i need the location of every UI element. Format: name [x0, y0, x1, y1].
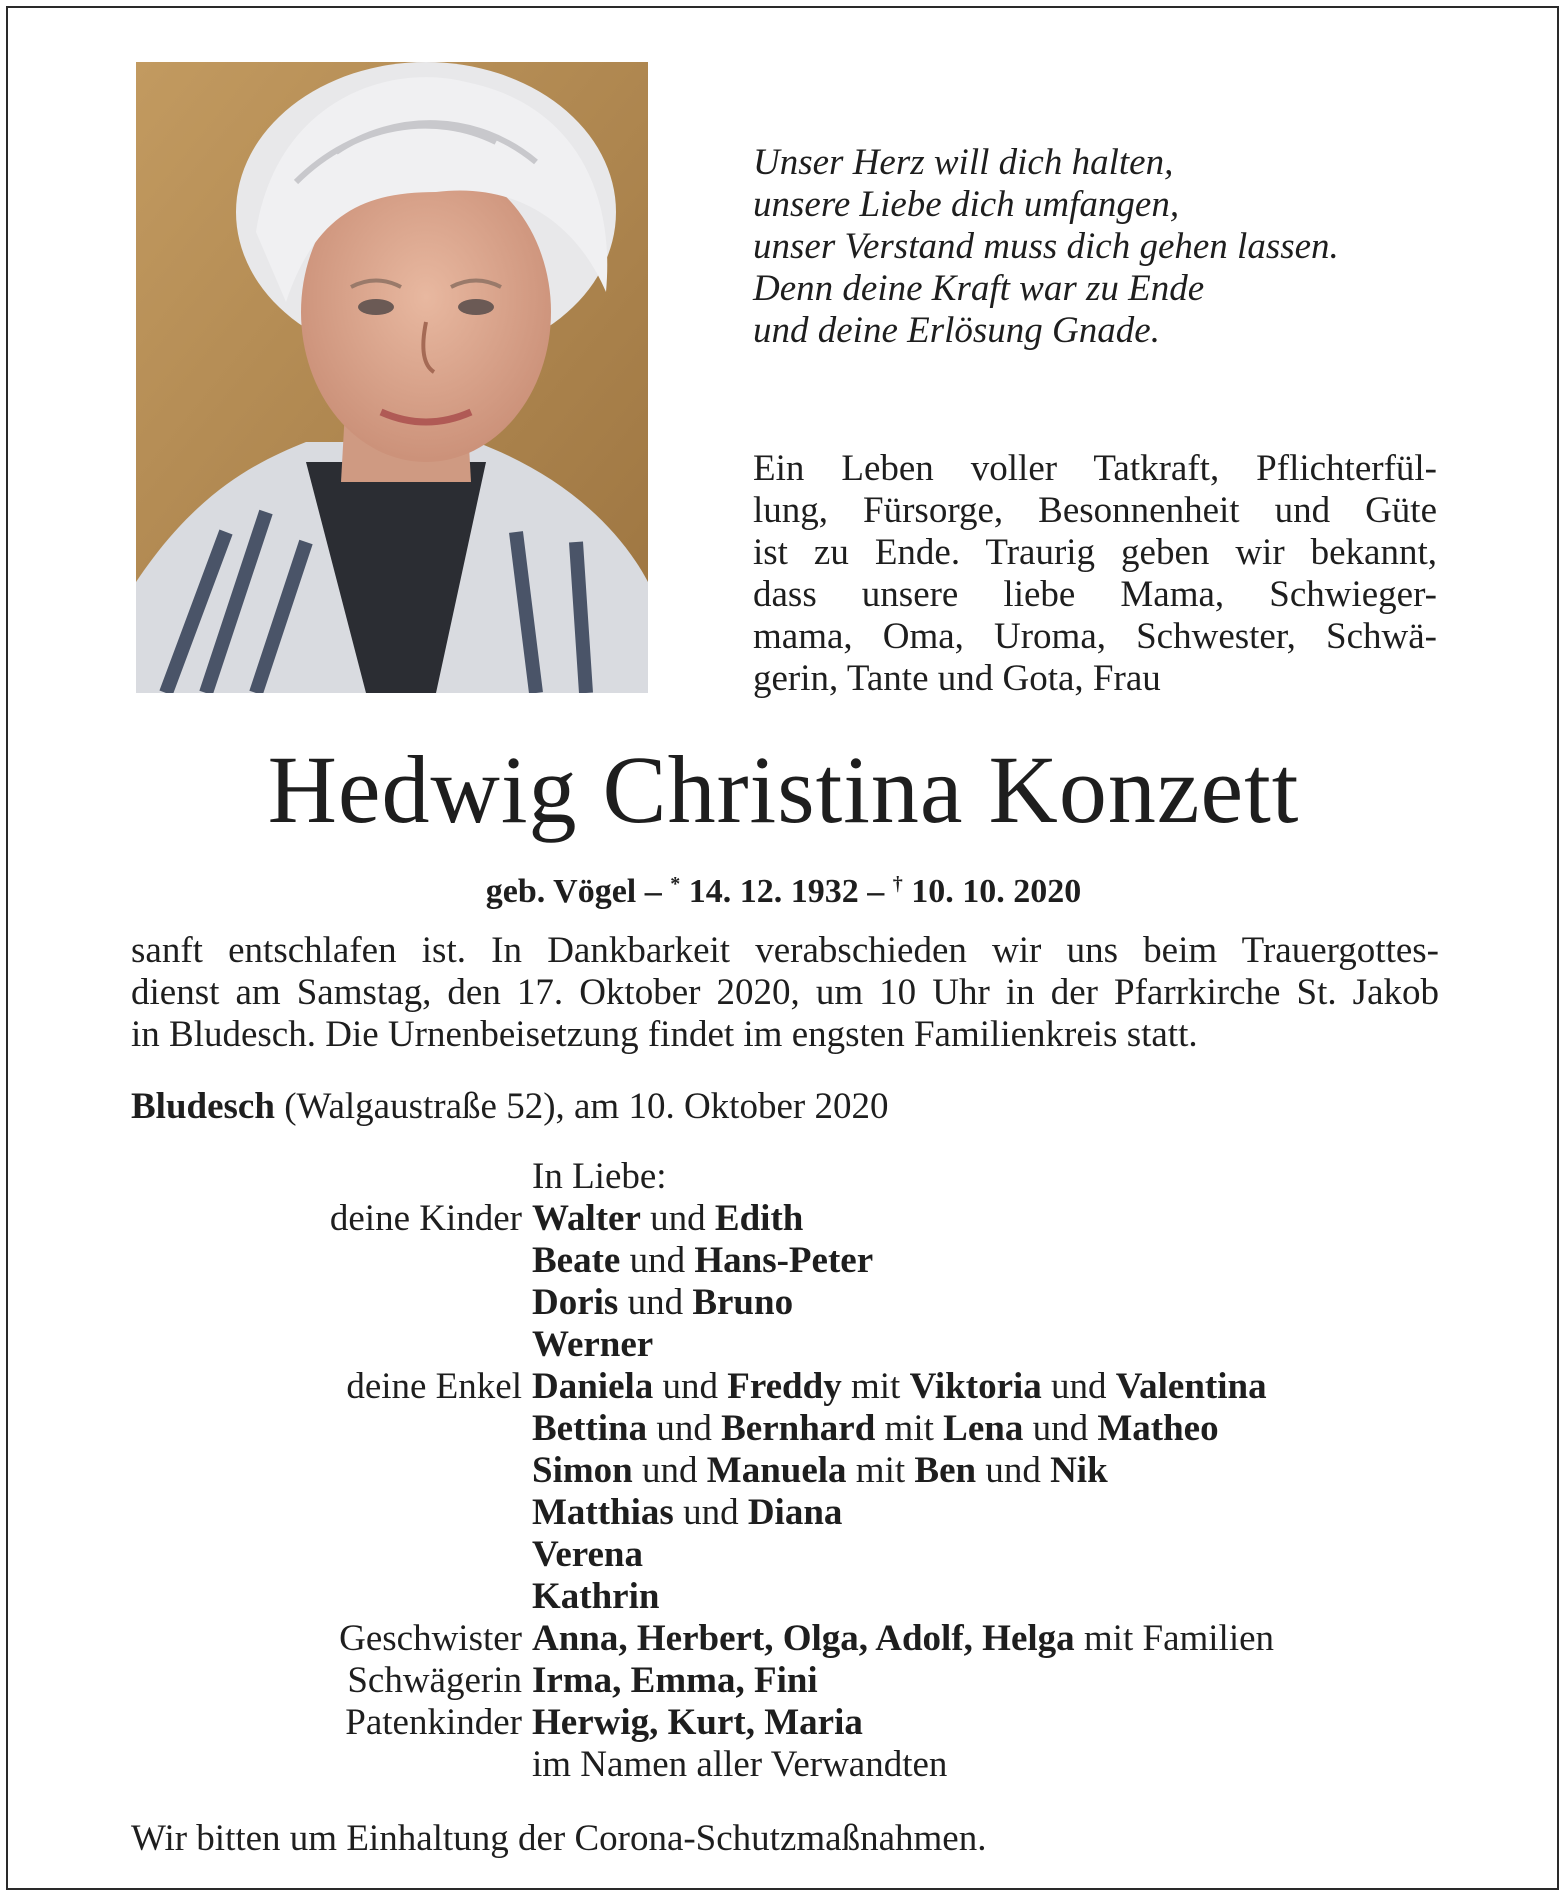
- death-date: 10. 10. 2020: [902, 873, 1082, 910]
- poem: [753, 142, 1473, 352]
- mourner-names: [532, 1198, 803, 1240]
- person-name: Diana: [747, 1492, 843, 1533]
- intro-paragraph: [753, 448, 1437, 700]
- poem-line: Denn deine Kraft war zu Ende: [753, 268, 1205, 309]
- mourner-row-siblings: [0, 1618, 1567, 1660]
- person-name: Hans-Peter: [694, 1240, 874, 1281]
- mourner-row-sisters-in-law: [0, 1660, 1567, 1702]
- mourner-row-children: [0, 1198, 1567, 1240]
- portrait-photo: [136, 62, 648, 693]
- mourner-names: [532, 1240, 873, 1282]
- poem-line: und deine Erlösung Gnade.: [753, 310, 1160, 351]
- person-name: Beate: [532, 1240, 621, 1281]
- mourner-row-grandchildren: [0, 1534, 1567, 1576]
- person-name: Lena: [943, 1408, 1024, 1449]
- connector-text: und: [647, 1408, 722, 1449]
- mourner-names: [532, 1492, 842, 1534]
- connector-text: und: [673, 1492, 748, 1533]
- relation-label: Schwägerin: [347, 1660, 522, 1701]
- mourner-names: [532, 1660, 818, 1702]
- birth-date: 14. 12. 1932: [680, 873, 859, 910]
- mourner-row-grandchildren: [0, 1366, 1567, 1408]
- person-name: Daniela: [532, 1366, 654, 1407]
- person-name: Kathrin: [532, 1576, 660, 1617]
- intro-line: mama, Oma, Uroma, Schwester, Schwä-: [753, 616, 1437, 657]
- person-name: Irma, Emma, Fini: [532, 1660, 818, 1701]
- connector-text: mit Familien: [1074, 1618, 1275, 1659]
- closing-row: [0, 1744, 1567, 1786]
- mourner-names: [532, 1408, 1219, 1450]
- date-separator: –: [858, 873, 893, 910]
- mourner-names: [532, 1534, 643, 1576]
- poem-line: unser Verstand muss dich gehen lassen.: [753, 226, 1339, 267]
- person-name: Edith: [714, 1198, 804, 1239]
- poem-line: unsere Liebe dich umfangen,: [753, 184, 1180, 225]
- intro-line: gerin, Tante und Gota, Frau: [753, 658, 1161, 699]
- mourner-row-children: [0, 1240, 1567, 1282]
- person-name: Verena: [532, 1534, 643, 1575]
- body-line: sanft entschlafen ist. In Dankbarkeit verabschieden wir uns beim Trauergottes-: [131, 930, 1439, 971]
- body-line: dienst am Samstag, den 17. Oktober 2020, um 10 Uhr in der Pfarrkirche St. Jakob: [131, 972, 1439, 1013]
- person-name: Matheo: [1097, 1408, 1219, 1449]
- person-name: Simon: [532, 1450, 633, 1491]
- person-name: Viktoria: [909, 1366, 1042, 1407]
- connector-text: und: [653, 1366, 728, 1407]
- address-date: (Walgaustraße 52), am 10. Oktober 2020: [274, 1086, 889, 1127]
- portrait-image: [136, 62, 648, 693]
- connector-text: und: [1041, 1366, 1116, 1407]
- connector-text: und: [618, 1282, 693, 1323]
- person-name: Valentina: [1115, 1366, 1267, 1407]
- person-name: Herwig, Kurt, Maria: [532, 1702, 863, 1743]
- person-name: Werner: [532, 1324, 654, 1365]
- body-line: in Bludesch. Die Urnenbeisetzung findet im engsten Familienkreis statt.: [131, 1014, 1198, 1055]
- intro-line: Ein Leben voller Tatkraft, Pflichterfül-: [753, 448, 1437, 489]
- intro-line: lung, Fürsorge, Besonnenheit und Güte: [753, 490, 1437, 531]
- mourner-names: [532, 1366, 1267, 1408]
- in-love-label: In Liebe:: [532, 1156, 667, 1197]
- poem-line: Unser Herz will dich halten,: [753, 142, 1174, 183]
- person-name: Bettina: [532, 1408, 648, 1449]
- connector-text: mit: [846, 1450, 915, 1491]
- person-name: Ben: [914, 1450, 977, 1491]
- intro-line: dass unsere liebe Mama, Schwieger-: [753, 574, 1437, 615]
- mourner-row-grandchildren: [0, 1492, 1567, 1534]
- deceased-name: Hedwig Christina Konzett: [267, 736, 1300, 843]
- relation-label: deine Kinder: [329, 1198, 522, 1239]
- footer-note: Wir bitten um Einhaltung der Corona-Schutzmaßnahmen.: [131, 1818, 987, 1859]
- mourner-names: [532, 1576, 659, 1618]
- place-and-date: [131, 1086, 888, 1128]
- mourner-names: [532, 1702, 863, 1744]
- mourner-row-grandchildren: [0, 1576, 1567, 1618]
- closing-text: im Namen aller Verwandten: [532, 1744, 948, 1785]
- funeral-details: [131, 930, 1439, 1056]
- mourner-row-children: [0, 1324, 1567, 1366]
- relation-label: Geschwister: [339, 1618, 522, 1659]
- mourners-list: [0, 1156, 1567, 1786]
- person-name: Walter: [532, 1198, 641, 1239]
- death-symbol: †: [892, 873, 903, 895]
- mourner-names: [532, 1450, 1108, 1492]
- life-dates: [0, 864, 1567, 912]
- person-name: Matthias: [532, 1492, 674, 1533]
- relation-label: deine Enkel: [346, 1366, 522, 1407]
- relation-label: Patenkinder: [345, 1702, 522, 1743]
- mourner-row-grandchildren: [0, 1408, 1567, 1450]
- town: Bludesch: [131, 1086, 275, 1127]
- person-name: Nik: [1050, 1450, 1108, 1491]
- connector-text: und: [632, 1450, 707, 1491]
- connector-text: und: [640, 1198, 715, 1239]
- intro-line: ist zu Ende. Traurig geben wir bekannt,: [753, 532, 1437, 573]
- connector-text: mit: [841, 1366, 910, 1407]
- connector-text: und: [620, 1240, 695, 1281]
- maiden-name: geb. Vögel: [485, 873, 637, 910]
- connector-text: mit: [875, 1408, 944, 1449]
- mourner-row-grandchildren: [0, 1450, 1567, 1492]
- in-love-row: [0, 1156, 1567, 1198]
- mourner-row-children: [0, 1282, 1567, 1324]
- mourner-names: [532, 1282, 793, 1324]
- person-name: Bruno: [692, 1282, 794, 1323]
- person-name: Doris: [532, 1282, 619, 1323]
- mourner-row-godchildren: [0, 1702, 1567, 1744]
- connector-text: und: [1023, 1408, 1098, 1449]
- connector-text: und: [976, 1450, 1051, 1491]
- person-name: Freddy: [727, 1366, 842, 1407]
- person-name: Bernhard: [721, 1408, 876, 1449]
- mourner-names: [532, 1618, 1274, 1660]
- person-name: Anna, Herbert, Olga, Adolf, Helga: [532, 1618, 1075, 1659]
- birth-symbol: *: [670, 873, 681, 895]
- mourner-names: [532, 1324, 653, 1366]
- person-name: Manuela: [706, 1450, 847, 1491]
- date-separator: –: [636, 873, 671, 910]
